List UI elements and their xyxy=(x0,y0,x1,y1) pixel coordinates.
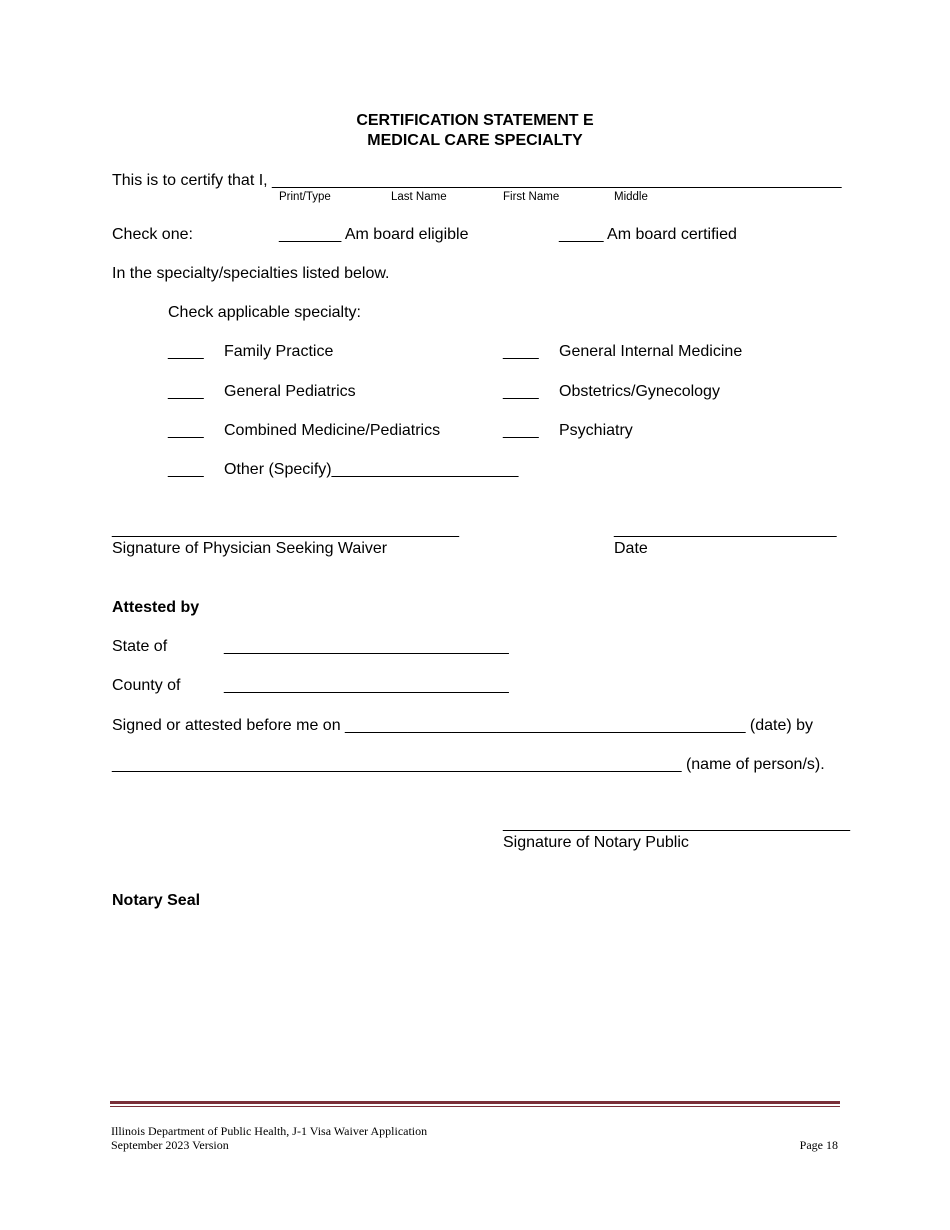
county-label: County of xyxy=(112,677,181,694)
physician-signature-line[interactable]: _______________________________________ xyxy=(112,521,460,538)
footer-version: September 2023 Version xyxy=(111,1138,229,1152)
signed-before-line[interactable]: Signed or attested before me on _____________________________________________ (date) by xyxy=(112,717,814,734)
title-line-1: CERTIFICATION STATEMENT E xyxy=(356,112,594,129)
obgyn-blank[interactable]: ____ xyxy=(503,383,539,400)
notary-signature-line[interactable]: _______________________________________ xyxy=(503,815,851,832)
board-certified-option[interactable]: _____ Am board certified xyxy=(559,226,737,243)
notary-signature-label: Signature of Notary Public xyxy=(503,834,689,851)
general-internal-blank[interactable]: ____ xyxy=(503,343,539,360)
page-number: Page 18 xyxy=(799,1138,838,1152)
state-field[interactable]: ________________________________ xyxy=(224,638,509,655)
combined-label: Combined Medicine/Pediatrics xyxy=(224,422,441,439)
name-of-persons-line[interactable]: ________________________________________________________________ (name of person/s). xyxy=(112,756,825,773)
physician-signature-label: Signature of Physician Seeking Waiver xyxy=(112,540,388,557)
county-field[interactable]: ________________________________ xyxy=(224,677,509,694)
psychiatry-blank[interactable]: ____ xyxy=(503,422,539,439)
title-line-2: MEDICAL CARE SPECIALTY xyxy=(367,132,583,149)
sub-middle: Middle xyxy=(614,191,648,203)
general-pediatrics-label: General Pediatrics xyxy=(224,383,356,400)
obgyn-label: Obstetrics/Gynecology xyxy=(559,383,720,400)
family-practice-blank[interactable]: ____ xyxy=(168,343,204,360)
general-internal-label: General Internal Medicine xyxy=(559,343,743,360)
sub-print-type: Print/Type xyxy=(279,191,331,203)
sub-first-name: First Name xyxy=(503,191,560,203)
footer-org: Illinois Department of Public Health, J-1 Visa Waiver Application xyxy=(111,1124,428,1138)
other-specify-field[interactable]: Other (Specify)_____________________ xyxy=(224,461,519,478)
psychiatry-label: Psychiatry xyxy=(559,422,633,439)
attested-heading: Attested by xyxy=(112,599,200,616)
notary-seal-heading: Notary Seal xyxy=(112,892,201,909)
combined-blank[interactable]: ____ xyxy=(168,422,204,439)
general-pediatrics-blank[interactable]: ____ xyxy=(168,383,204,400)
state-label: State of xyxy=(112,638,168,655)
board-eligible-option[interactable]: _______ Am board eligible xyxy=(279,226,469,243)
specialty-intro: In the specialty/specialties listed below. xyxy=(112,265,390,282)
footer-rule-thin xyxy=(110,1106,840,1107)
footer-rule-thick xyxy=(110,1101,840,1104)
certify-text: This is to certify that I, ________________________________________________________________ xyxy=(112,172,842,189)
family-practice-label: Family Practice xyxy=(224,343,334,360)
date-line[interactable]: _________________________ xyxy=(614,521,837,538)
date-label: Date xyxy=(614,540,648,557)
other-blank[interactable]: ____ xyxy=(168,461,204,478)
check-applicable-label: Check applicable specialty: xyxy=(168,304,361,321)
check-one-label: Check one: xyxy=(112,226,193,243)
sub-last-name: Last Name xyxy=(391,191,447,203)
